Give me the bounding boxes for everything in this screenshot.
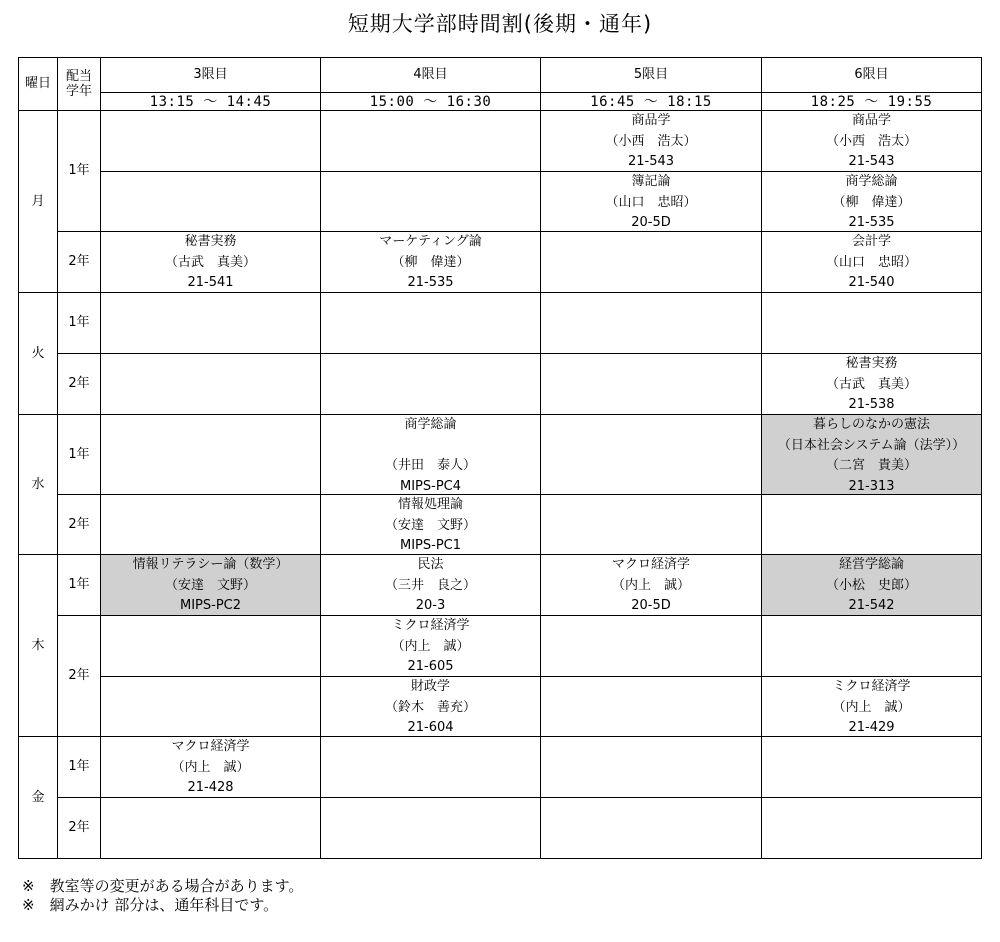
period-header	[320, 57, 541, 93]
note-line: ※ 教室等の変更がある場合があります。	[22, 877, 304, 895]
row-divider	[100, 676, 320, 677]
grade-cell	[57, 615, 101, 737]
slot-cell	[100, 797, 321, 859]
class-content	[321, 232, 540, 294]
class-line: 21-543	[848, 154, 895, 169]
slot-cell	[540, 797, 762, 859]
class-line: 秘書実務	[184, 234, 237, 249]
day-label: 水	[31, 476, 45, 492]
day-cell	[18, 554, 58, 737]
period-name: 6限目	[854, 67, 889, 82]
row-divider	[100, 171, 320, 172]
period-time-label: 15:00 ～ 16:30	[369, 93, 492, 110]
grade-label: 2年	[68, 820, 90, 835]
class-content	[321, 677, 540, 739]
slot-cell	[761, 292, 982, 354]
period-header	[540, 57, 762, 93]
class-block	[540, 110, 762, 172]
class-line: 21-535	[848, 215, 895, 230]
class-line: 20-3	[415, 598, 446, 613]
class-line: （柳 偉達）	[832, 194, 911, 210]
class-block	[320, 615, 541, 677]
class-content	[101, 737, 320, 799]
period-header	[761, 57, 982, 93]
class-content	[101, 232, 320, 294]
class-line: 民法	[417, 557, 444, 572]
class-line: （山口 忠昭）	[825, 254, 917, 270]
header-grade	[57, 57, 101, 111]
slot-cell	[320, 353, 541, 415]
day-cell	[18, 110, 58, 293]
class-line: MIPS-PC4	[399, 478, 462, 494]
slot-cell	[761, 797, 982, 859]
slot-cell	[320, 736, 541, 798]
slot-cell	[100, 292, 321, 354]
period-name: 4限目	[413, 67, 448, 82]
class-block	[540, 171, 762, 232]
class-line: 21-538	[848, 397, 895, 412]
class-line: 暮らしのなかの憲法	[812, 417, 930, 432]
header-grade-label: 配当学年	[65, 69, 92, 99]
day-cell	[18, 414, 58, 555]
class-content	[321, 495, 540, 557]
class-line: 21-543	[627, 154, 675, 169]
class-line: （小松 史郎）	[825, 577, 917, 593]
header-day-label: 曜日	[24, 76, 51, 91]
class-line: 20-5D	[631, 598, 671, 613]
class-block	[320, 231, 541, 293]
class-line: マクロ経済学	[171, 739, 250, 754]
period-time	[320, 92, 541, 111]
class-content	[762, 354, 981, 416]
day-cell	[18, 292, 58, 415]
period-time-label: 13:15 ～ 14:45	[149, 93, 272, 110]
class-line: （古武 真美）	[825, 376, 917, 392]
note-line: ※ 網みかけ 部分は、通年科目です。	[22, 896, 279, 914]
class-content	[762, 111, 981, 173]
period-time	[540, 92, 762, 111]
period-name: 3限目	[193, 67, 228, 82]
grade-cell	[57, 353, 101, 415]
class-line: （三井 良之）	[384, 577, 476, 593]
day-label: 月	[31, 193, 45, 209]
class-block	[761, 110, 982, 172]
page-title: 短期大学部時間割(後期・通年)	[347, 12, 653, 36]
class-line: （鈴木 善充）	[384, 699, 476, 715]
day-cell	[18, 736, 58, 859]
grade-cell	[57, 110, 101, 232]
class-block	[761, 171, 982, 232]
class-line: 商品学	[851, 113, 891, 128]
class-line: 21-541	[187, 275, 234, 290]
class-block	[100, 736, 321, 798]
grade-cell	[57, 292, 101, 354]
slot-cell	[540, 736, 762, 798]
class-content	[101, 555, 320, 617]
period-time-label: 16:45 ～ 18:15	[590, 93, 712, 110]
class-line: （内上 誠）	[832, 699, 911, 715]
slot-cell	[540, 353, 762, 415]
class-line: （日本社会システム論（法学））	[777, 437, 966, 453]
slot-cell	[540, 231, 762, 293]
class-line: 会計学	[851, 234, 891, 249]
class-line: 21-540	[848, 275, 895, 290]
slot-cell	[320, 797, 541, 859]
class-line: ミクロ経済学	[832, 679, 911, 694]
period-name: 5限目	[633, 67, 669, 82]
class-line: （井田 泰人）	[384, 458, 476, 473]
class-line: 21-429	[848, 720, 895, 735]
grade-cell	[57, 797, 101, 859]
row-divider	[320, 171, 540, 172]
grade-label: 1年	[68, 759, 90, 774]
class-line: （安達 文野）	[384, 517, 476, 533]
class-line: 21-428	[187, 780, 234, 795]
class-line: 財政学	[410, 679, 450, 694]
grade-cell	[57, 231, 101, 293]
class-line: 情報リテラシー論（数学）	[132, 557, 289, 572]
class-line: （安達 文野）	[164, 577, 256, 593]
class-line: （内上 誠）	[391, 638, 470, 654]
class-content	[541, 555, 761, 617]
class-block	[761, 676, 982, 737]
class-content	[541, 111, 761, 173]
slot-cell	[320, 292, 541, 354]
class-line: 情報処理論	[397, 497, 463, 512]
class-line: （小西 浩太）	[825, 133, 917, 149]
class-block	[100, 554, 321, 616]
slot-cell	[540, 414, 762, 495]
grade-label: 1年	[68, 163, 90, 178]
class-line: （小西 浩太）	[605, 133, 697, 149]
class-line: 20-5D	[631, 215, 671, 230]
class-line: 21-542	[848, 598, 895, 613]
class-block	[761, 554, 982, 616]
grade-label: 2年	[68, 516, 90, 532]
class-line: 商学総論	[845, 174, 898, 189]
class-content	[321, 415, 540, 497]
class-block	[761, 414, 982, 495]
day-label: 木	[31, 637, 45, 653]
class-block	[540, 554, 762, 616]
class-block	[320, 494, 541, 555]
day-label: 金	[31, 789, 45, 805]
class-content	[762, 677, 981, 739]
period-header	[100, 57, 321, 93]
grade-cell	[57, 736, 101, 798]
class-line: （柳 偉達）	[391, 254, 470, 270]
header-day	[18, 57, 58, 111]
class-line: 簿記論	[631, 174, 671, 189]
grade-cell	[57, 494, 101, 555]
slot-cell	[540, 494, 762, 555]
class-line: （山口 忠昭）	[605, 194, 697, 210]
grade-label: 1年	[68, 315, 90, 330]
class-block	[320, 554, 541, 616]
class-content	[321, 616, 540, 678]
period-time	[761, 92, 982, 111]
slot-cell	[761, 736, 982, 798]
class-line: 経営学総論	[838, 557, 904, 572]
class-block	[320, 676, 541, 737]
class-line: （内上 誠）	[611, 577, 690, 593]
slot-cell	[100, 414, 321, 495]
notes	[22, 877, 303, 915]
class-line: MIPS-PC1	[399, 538, 462, 553]
class-content	[762, 555, 981, 617]
class-line	[321, 436, 540, 457]
class-content	[321, 555, 540, 617]
grade-label: 2年	[68, 668, 90, 683]
class-block	[100, 231, 321, 293]
grade-cell	[57, 554, 101, 616]
class-line: 21-313	[848, 478, 895, 494]
class-content	[762, 232, 981, 294]
class-line: 商品学	[631, 113, 671, 128]
class-line: マーケティング論	[379, 234, 482, 249]
slot-cell	[100, 353, 321, 415]
slot-cell	[100, 494, 321, 555]
class-content	[762, 172, 981, 234]
day-label: 火	[31, 345, 45, 361]
class-line: 21-535	[407, 275, 454, 290]
class-line: 商学総論	[404, 417, 457, 432]
grade-label: 2年	[68, 376, 90, 391]
class-line: マクロ経済学	[611, 557, 690, 572]
class-block	[320, 414, 541, 495]
grade-label: 1年	[68, 577, 90, 592]
class-line: ミクロ経済学	[391, 618, 470, 633]
slot-cell	[540, 292, 762, 354]
class-line: 21-605	[407, 659, 454, 674]
row-divider	[540, 676, 761, 677]
period-time-label: 18:25 ～ 19:55	[810, 93, 933, 110]
class-content	[541, 172, 761, 234]
grade-label: 1年	[68, 446, 90, 462]
class-line: 21-604	[407, 720, 454, 735]
period-time	[100, 92, 321, 111]
grade-cell	[57, 414, 101, 495]
class-line: 秘書実務	[845, 356, 898, 371]
class-block	[761, 231, 982, 293]
grade-label: 2年	[68, 254, 90, 269]
class-line: （古武 真美）	[164, 254, 256, 270]
class-line: （内上 誠）	[171, 759, 250, 775]
slot-cell	[761, 494, 982, 555]
class-line: MIPS-PC2	[179, 598, 242, 613]
class-line: （二宮 貴美）	[825, 458, 917, 473]
class-block	[761, 353, 982, 415]
class-content	[762, 415, 981, 497]
